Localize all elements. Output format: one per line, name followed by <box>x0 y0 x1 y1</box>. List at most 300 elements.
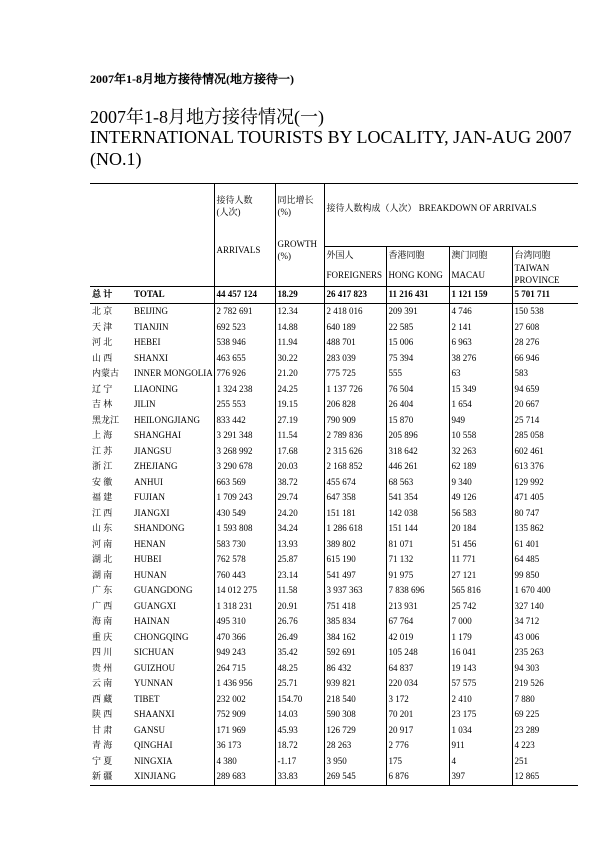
province-name-en: INNER MONGOLIA <box>134 368 213 378</box>
cell-arrivals: 232 002 <box>214 692 275 708</box>
cell-foreigners: 384 162 <box>324 630 386 646</box>
province-name-en: HEBEI <box>134 337 161 347</box>
table-row <box>90 599 578 615</box>
cell-taiwan: 613 376 <box>512 459 578 475</box>
header-hongkong-en: HONG KONG <box>388 270 443 280</box>
cell-foreigners: 218 540 <box>324 692 386 708</box>
province-name-en: BEIJING <box>134 306 168 316</box>
cell-macau: 11 771 <box>449 552 512 568</box>
province-name-en: SICHUAN <box>134 647 175 657</box>
header-taiwan <box>512 247 578 287</box>
cell-growth: 35.42 <box>275 645 324 661</box>
table-row <box>90 490 578 506</box>
cell-foreigners: 283 039 <box>324 351 386 367</box>
province-name-cn: 新 疆 <box>92 771 113 781</box>
province-name-en: HAINAN <box>134 616 170 626</box>
province-name-cn: 辽 宁 <box>92 383 113 394</box>
cell-taiwan: 7 880 <box>512 692 578 708</box>
cell-hongkong: 76 504 <box>386 382 449 398</box>
province-name-cn: 江 苏 <box>92 445 113 456</box>
cell-foreigners: 640 189 <box>324 320 386 336</box>
province-name-cn: 四 川 <box>92 647 113 657</box>
province-label <box>90 397 214 413</box>
cell-arrivals: 4 380 <box>214 754 275 770</box>
cell-macau: 56 583 <box>449 506 512 522</box>
cell-arrivals: 752 909 <box>214 707 275 723</box>
header-foreigners-en: FOREIGNERS <box>326 270 383 280</box>
table-row <box>90 397 578 413</box>
cell-taiwan: 61 401 <box>512 537 578 553</box>
cell-macau: 9 340 <box>449 475 512 491</box>
cell-taiwan: 1 670 400 <box>512 583 578 599</box>
cell-hongkong: 42 019 <box>386 630 449 646</box>
cell-hongkong: 213 931 <box>386 599 449 615</box>
province-name-en: GUIZHOU <box>134 662 175 673</box>
cell-growth: 154.70 <box>275 692 324 708</box>
cell-taiwan: 64 485 <box>512 552 578 568</box>
table-row <box>90 506 578 522</box>
cell-taiwan: 235 263 <box>512 645 578 661</box>
header-breakdown: 接待人数构成（人次） BREAKDOWN OF ARRIVALS <box>324 184 578 247</box>
cell-arrivals: 538 946 <box>214 335 275 351</box>
cell-macau: 23 175 <box>449 707 512 723</box>
table-row <box>90 676 578 692</box>
cell-growth: 12.34 <box>275 304 324 320</box>
cell-hongkong: 15 870 <box>386 413 449 429</box>
table-row <box>90 428 578 444</box>
table-row <box>90 320 578 336</box>
header-macau-en: MACAU <box>451 270 486 280</box>
cell-growth: 13.93 <box>275 537 324 553</box>
cell-growth: 30.22 <box>275 351 324 367</box>
province-name-en: XINJIANG <box>134 771 176 781</box>
cell-growth: 11.94 <box>275 335 324 351</box>
province-name-cn: 重 庆 <box>92 631 113 642</box>
cell-foreigners: 647 358 <box>324 490 386 506</box>
cell-foreigners: 3 937 363 <box>324 583 386 599</box>
cell-hongkong: 20 917 <box>386 723 449 739</box>
cell-foreigners: 2 168 852 <box>324 459 386 475</box>
province-label <box>90 552 214 568</box>
cell-growth: 23.14 <box>275 568 324 584</box>
province-label <box>90 459 214 475</box>
province-label <box>90 304 214 320</box>
table-row <box>90 645 578 661</box>
cell-foreigners: 28 263 <box>324 738 386 754</box>
cell-macau: 57 575 <box>449 676 512 692</box>
province-name-en: QINGHAI <box>134 740 173 750</box>
header-row-top <box>90 184 578 247</box>
table-row <box>90 537 578 553</box>
page-header: 2007年1-8月地方接待情况(地方接待一) <box>90 72 294 86</box>
province-name-cn: 河 北 <box>92 337 113 347</box>
cell-foreigners: 1 137 726 <box>324 382 386 398</box>
cell-hongkong: 64 837 <box>386 661 449 677</box>
cell-macau: 2 141 <box>449 320 512 336</box>
cell-growth: 24.20 <box>275 506 324 522</box>
total-taiwan: 5 701 711 <box>512 287 578 304</box>
cell-macau: 1 034 <box>449 723 512 739</box>
header-macau-cn: 澳门同胞 <box>451 250 488 260</box>
cell-growth: 20.03 <box>275 459 324 475</box>
cell-growth: 38.72 <box>275 475 324 491</box>
cell-macau: 63 <box>449 366 512 382</box>
province-name-cn: 山 西 <box>92 352 113 363</box>
cell-arrivals: 1 318 231 <box>214 599 275 615</box>
cell-macau: 6 963 <box>449 335 512 351</box>
province-name-en: FUJIAN <box>134 492 166 502</box>
cell-growth: 20.91 <box>275 599 324 615</box>
cell-arrivals: 3 291 348 <box>214 428 275 444</box>
cell-arrivals: 949 243 <box>214 645 275 661</box>
province-name-en: GANSU <box>134 724 166 735</box>
cell-taiwan: 43 006 <box>512 630 578 646</box>
cell-arrivals: 2 782 691 <box>214 304 275 320</box>
cell-foreigners: 2 789 836 <box>324 428 386 444</box>
province-label <box>90 351 214 367</box>
cell-foreigners: 615 190 <box>324 552 386 568</box>
table-row <box>90 661 578 677</box>
province-name-cn: 河 南 <box>92 538 113 549</box>
cell-foreigners: 541 497 <box>324 568 386 584</box>
cell-arrivals: 692 523 <box>214 320 275 336</box>
cell-hongkong: 209 391 <box>386 304 449 320</box>
table-row <box>90 459 578 475</box>
cell-macau: 1 654 <box>449 397 512 413</box>
province-name-cn: 浙 江 <box>92 461 113 471</box>
cell-hongkong: 175 <box>386 754 449 770</box>
cell-arrivals: 762 578 <box>214 552 275 568</box>
cell-arrivals: 3 268 992 <box>214 444 275 460</box>
province-name-en: SHAANXI <box>134 709 175 719</box>
header-row-sub <box>90 247 578 287</box>
cell-hongkong: 81 071 <box>386 537 449 553</box>
table-row <box>90 707 578 723</box>
cell-hongkong: 541 354 <box>386 490 449 506</box>
total-label <box>90 287 214 304</box>
cell-arrivals: 663 569 <box>214 475 275 491</box>
header-growth <box>275 184 324 287</box>
province-name-en: LIAONING <box>134 383 178 394</box>
cell-hongkong: 7 838 696 <box>386 583 449 599</box>
header-taiwan-cn: 台湾同胞 <box>514 250 551 260</box>
cell-taiwan: 4 223 <box>512 738 578 754</box>
table-row <box>90 723 578 739</box>
cell-foreigners: 206 828 <box>324 397 386 413</box>
cell-foreigners: 1 286 618 <box>324 521 386 537</box>
cell-macau: 62 189 <box>449 459 512 475</box>
table-row <box>90 738 578 754</box>
province-name-en: HUBEI <box>134 554 162 564</box>
cell-taiwan: 285 058 <box>512 428 578 444</box>
title-chinese: 2007年1-8月地方接待情况(一) <box>90 107 324 127</box>
cell-hongkong: 68 563 <box>386 475 449 491</box>
table-row <box>90 630 578 646</box>
province-label <box>90 645 214 661</box>
province-name-cn: 湖 南 <box>92 569 113 580</box>
cell-hongkong: 105 248 <box>386 645 449 661</box>
province-name-en: HUNAN <box>134 569 167 580</box>
table-row <box>90 614 578 630</box>
province-name-cn: 广 西 <box>92 600 113 611</box>
total-row <box>90 287 578 304</box>
header-growth-cn: 同比增长 (%) <box>277 195 314 217</box>
province-label <box>90 475 214 491</box>
cell-macau: 397 <box>449 769 512 785</box>
cell-arrivals: 289 683 <box>214 769 275 785</box>
cell-macau: 949 <box>449 413 512 429</box>
province-name-en: HENAN <box>134 538 166 549</box>
province-name-cn: 上 海 <box>92 430 113 440</box>
province-name-en: JILIN <box>134 399 156 409</box>
cell-foreigners: 269 545 <box>324 769 386 785</box>
cell-macau: 27 121 <box>449 568 512 584</box>
cell-taiwan: 25 714 <box>512 413 578 429</box>
cell-hongkong: 15 006 <box>386 335 449 351</box>
cell-growth: 34.24 <box>275 521 324 537</box>
cell-growth: 26.49 <box>275 630 324 646</box>
province-name-en: CHONGQING <box>134 631 189 642</box>
province-label <box>90 320 214 336</box>
cell-taiwan: 583 <box>512 366 578 382</box>
title-number: (NO.1) <box>90 149 142 169</box>
province-label <box>90 366 214 382</box>
cell-growth: 25.71 <box>275 676 324 692</box>
cell-taiwan: 80 747 <box>512 506 578 522</box>
cell-growth: 11.54 <box>275 428 324 444</box>
cell-macau: 51 456 <box>449 537 512 553</box>
cell-foreigners: 2 315 626 <box>324 444 386 460</box>
table-row <box>90 552 578 568</box>
table-row <box>90 444 578 460</box>
cell-taiwan: 135 862 <box>512 521 578 537</box>
cell-growth: 25.87 <box>275 552 324 568</box>
cell-macau: 25 742 <box>449 599 512 615</box>
cell-taiwan: 23 289 <box>512 723 578 739</box>
province-name-en: YUNNAN <box>134 678 173 688</box>
province-label <box>90 769 214 785</box>
cell-arrivals: 1 436 956 <box>214 676 275 692</box>
cell-macau: 15 349 <box>449 382 512 398</box>
cell-arrivals: 36 173 <box>214 738 275 754</box>
province-label <box>90 490 214 506</box>
cell-arrivals: 776 926 <box>214 366 275 382</box>
table-row <box>90 692 578 708</box>
cell-macau: 19 143 <box>449 661 512 677</box>
cell-arrivals: 495 310 <box>214 614 275 630</box>
cell-foreigners: 488 701 <box>324 335 386 351</box>
cell-hongkong: 151 144 <box>386 521 449 537</box>
cell-hongkong: 26 404 <box>386 397 449 413</box>
cell-hongkong: 142 038 <box>386 506 449 522</box>
cell-macau: 4 <box>449 754 512 770</box>
header-macau <box>449 247 512 287</box>
cell-arrivals: 583 730 <box>214 537 275 553</box>
province-label <box>90 614 214 630</box>
cell-macau: 1 179 <box>449 630 512 646</box>
cell-hongkong: 22 585 <box>386 320 449 336</box>
cell-taiwan: 219 526 <box>512 676 578 692</box>
table-row <box>90 583 578 599</box>
cell-hongkong: 2 776 <box>386 738 449 754</box>
province-name-cn: 云 南 <box>92 678 113 688</box>
header-foreigners-cn: 外国人 <box>326 250 354 260</box>
cell-hongkong: 91 975 <box>386 568 449 584</box>
cell-macau: 16 041 <box>449 645 512 661</box>
cell-hongkong: 555 <box>386 366 449 382</box>
province-label <box>90 568 214 584</box>
cell-arrivals: 171 969 <box>214 723 275 739</box>
cell-growth: 33.83 <box>275 769 324 785</box>
province-label <box>90 723 214 739</box>
cell-taiwan: 602 461 <box>512 444 578 460</box>
total-label-en: TOTAL <box>134 289 165 300</box>
province-name-cn: 黑龙江 <box>92 414 120 425</box>
cell-arrivals: 760 443 <box>214 568 275 584</box>
province-name-cn: 湖 北 <box>92 554 113 564</box>
province-name-cn: 福 建 <box>92 492 113 502</box>
province-name-cn: 甘 肃 <box>92 724 113 735</box>
province-label <box>90 630 214 646</box>
cell-taiwan: 66 946 <box>512 351 578 367</box>
cell-foreigners: 751 418 <box>324 599 386 615</box>
total-label-cn: 总 计 <box>92 289 113 300</box>
cell-growth: 26.76 <box>275 614 324 630</box>
province-name-en: TIBET <box>134 693 160 704</box>
cell-macau: 38 276 <box>449 351 512 367</box>
cell-arrivals: 833 442 <box>214 413 275 429</box>
cell-macau: 7 000 <box>449 614 512 630</box>
table-row <box>90 475 578 491</box>
cell-foreigners: 2 418 016 <box>324 304 386 320</box>
province-label <box>90 754 214 770</box>
province-name-cn: 山 东 <box>92 523 113 533</box>
cell-foreigners: 455 674 <box>324 475 386 491</box>
province-name-cn: 西 藏 <box>92 693 113 704</box>
cell-growth: 21.20 <box>275 366 324 382</box>
province-label <box>90 583 214 599</box>
table-row <box>90 382 578 398</box>
table-row <box>90 351 578 367</box>
cell-growth: 14.03 <box>275 707 324 723</box>
cell-foreigners: 3 950 <box>324 754 386 770</box>
total-foreigners: 26 417 823 <box>324 287 386 304</box>
province-name-en: JIANGXI <box>134 507 170 518</box>
cell-hongkong: 70 201 <box>386 707 449 723</box>
province-label <box>90 335 214 351</box>
cell-taiwan: 327 140 <box>512 599 578 615</box>
cell-arrivals: 14 012 275 <box>214 583 275 599</box>
cell-hongkong: 67 764 <box>386 614 449 630</box>
cell-hongkong: 75 394 <box>386 351 449 367</box>
province-name-cn: 内蒙古 <box>92 368 120 378</box>
cell-taiwan: 20 667 <box>512 397 578 413</box>
header-blank <box>90 184 214 247</box>
cell-hongkong: 6 876 <box>386 769 449 785</box>
cell-growth: 18.72 <box>275 738 324 754</box>
header-arrivals <box>214 184 275 287</box>
province-label <box>90 382 214 398</box>
cell-growth: 24.25 <box>275 382 324 398</box>
cell-growth: 48.25 <box>275 661 324 677</box>
province-label <box>90 661 214 677</box>
province-label <box>90 692 214 708</box>
cell-arrivals: 470 366 <box>214 630 275 646</box>
province-label <box>90 506 214 522</box>
cell-growth: 14.88 <box>275 320 324 336</box>
cell-foreigners: 151 181 <box>324 506 386 522</box>
cell-taiwan: 27 608 <box>512 320 578 336</box>
total-growth: 18.29 <box>275 287 324 304</box>
province-label <box>90 738 214 754</box>
cell-arrivals: 1 593 808 <box>214 521 275 537</box>
cell-macau: 49 126 <box>449 490 512 506</box>
province-label <box>90 521 214 537</box>
header-arrivals-cn: 接待人数 (人次) <box>216 195 253 217</box>
province-name-en: GUANGDONG <box>134 585 193 595</box>
province-name-cn: 海 南 <box>92 616 113 626</box>
cell-macau: 565 816 <box>449 583 512 599</box>
cell-hongkong: 3 172 <box>386 692 449 708</box>
province-name-en: TIANJIN <box>134 321 169 332</box>
province-label <box>90 599 214 615</box>
cell-hongkong: 205 896 <box>386 428 449 444</box>
cell-taiwan: 99 850 <box>512 568 578 584</box>
cell-growth: 29.74 <box>275 490 324 506</box>
cell-arrivals: 255 553 <box>214 397 275 413</box>
cell-foreigners: 385 834 <box>324 614 386 630</box>
cell-foreigners: 775 725 <box>324 366 386 382</box>
cell-arrivals: 1 324 238 <box>214 382 275 398</box>
province-name-cn: 吉 林 <box>92 399 113 409</box>
cell-arrivals: 1 709 243 <box>214 490 275 506</box>
table-row <box>90 769 578 785</box>
title-english: INTERNATIONAL TOURISTS BY LOCALITY, JAN-AUG 2007 <box>90 127 572 147</box>
header-foreigners <box>324 247 386 287</box>
province-label <box>90 444 214 460</box>
province-label <box>90 676 214 692</box>
cell-taiwan: 94 303 <box>512 661 578 677</box>
cell-taiwan: 94 659 <box>512 382 578 398</box>
header-hongkong-cn: 香港同胞 <box>388 250 425 260</box>
cell-growth: 11.58 <box>275 583 324 599</box>
cell-growth: -1.17 <box>275 754 324 770</box>
province-label <box>90 428 214 444</box>
province-name-cn: 天 津 <box>92 321 113 332</box>
province-name-cn: 安 徽 <box>92 476 113 487</box>
header-hongkong <box>386 247 449 287</box>
table-row <box>90 366 578 382</box>
province-label <box>90 707 214 723</box>
cell-macau: 32 263 <box>449 444 512 460</box>
cell-hongkong: 318 642 <box>386 444 449 460</box>
cell-growth: 27.19 <box>275 413 324 429</box>
total-hongkong: 11 216 431 <box>386 287 449 304</box>
total-macau: 1 121 159 <box>449 287 512 304</box>
cell-macau: 2 410 <box>449 692 512 708</box>
cell-foreigners: 86 432 <box>324 661 386 677</box>
table-row <box>90 521 578 537</box>
province-name-en: ZHEJIANG <box>134 461 178 471</box>
cell-growth: 17.68 <box>275 444 324 460</box>
table-row <box>90 304 578 320</box>
cell-taiwan: 471 405 <box>512 490 578 506</box>
cell-foreigners: 592 691 <box>324 645 386 661</box>
province-name-cn: 江 西 <box>92 507 113 518</box>
cell-arrivals: 264 715 <box>214 661 275 677</box>
header-blank-2 <box>90 247 214 287</box>
province-name-cn: 北 京 <box>92 306 113 316</box>
